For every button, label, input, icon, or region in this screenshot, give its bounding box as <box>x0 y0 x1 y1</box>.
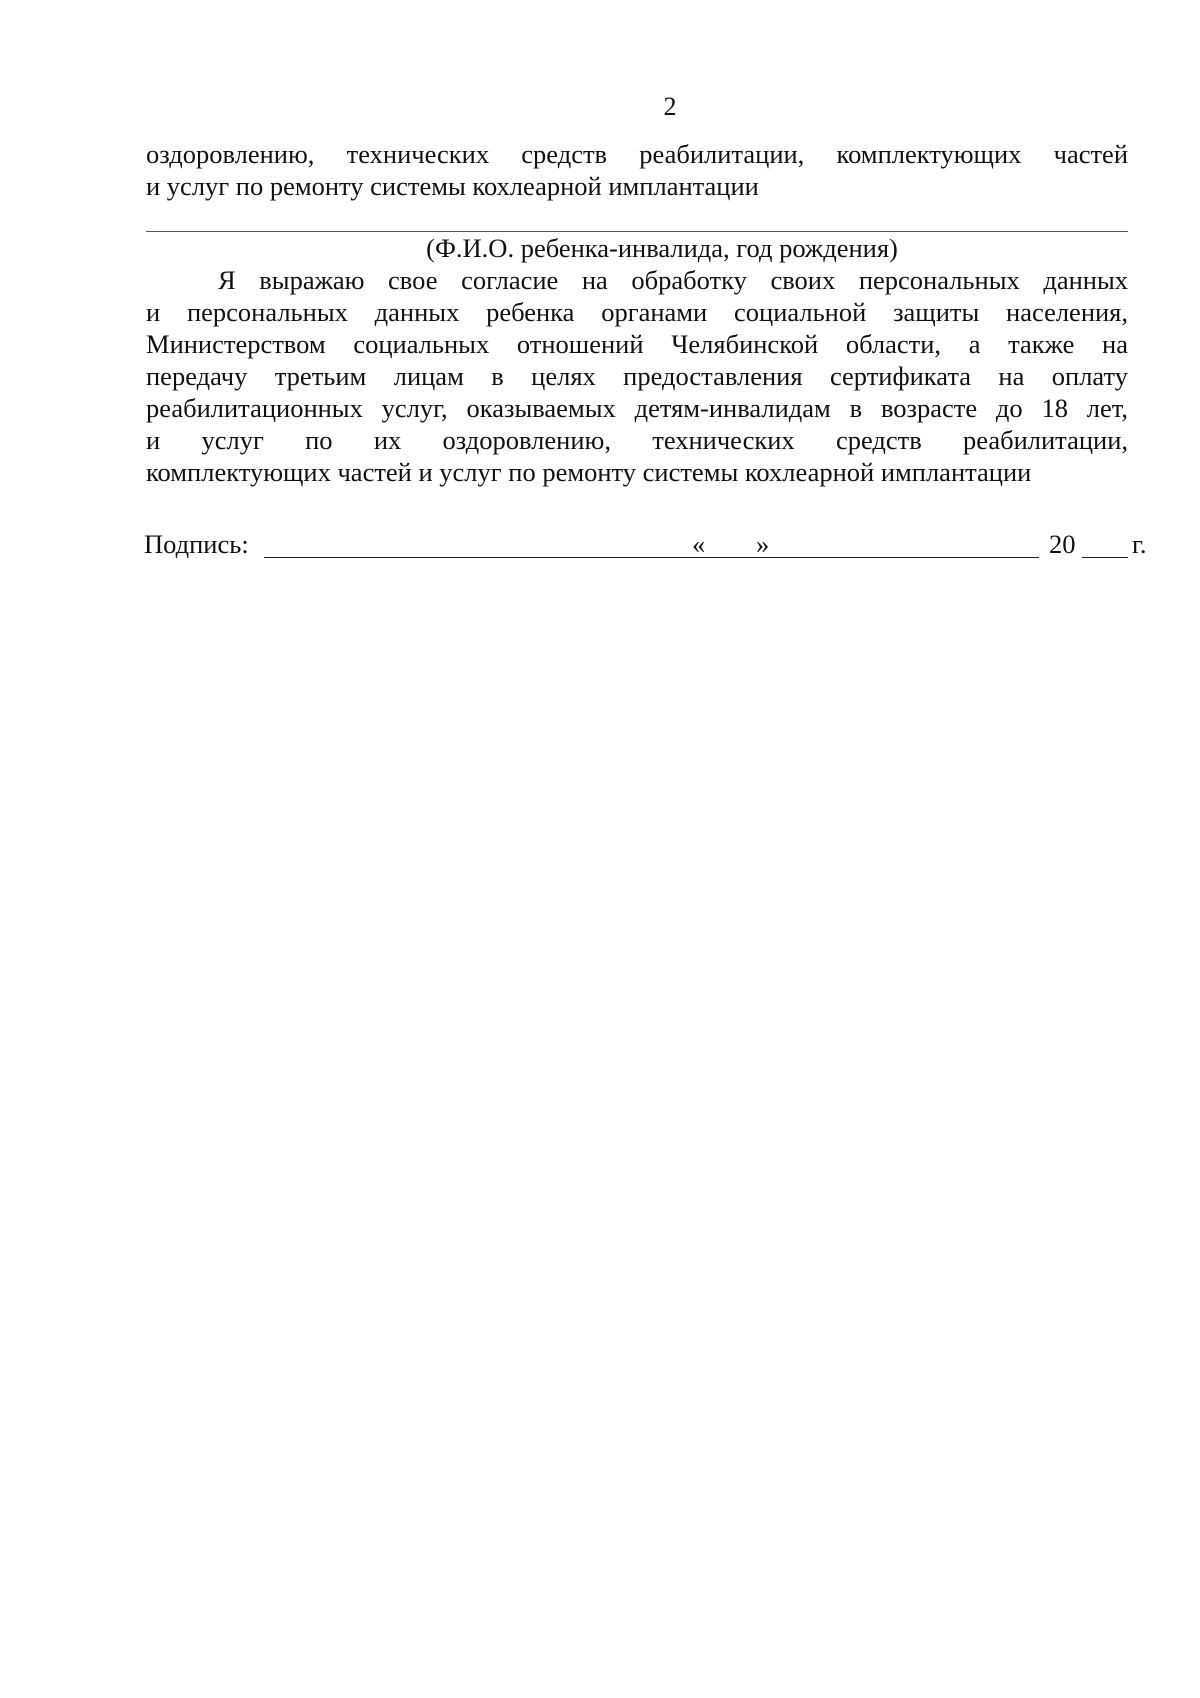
day-blank[interactable] <box>709 557 754 558</box>
year-blank[interactable] <box>1082 557 1128 558</box>
year-suffix: г. <box>1132 529 1147 559</box>
consent-line: Я выражаю свое согласие на обработку своих персональных данных <box>218 265 1128 295</box>
consent-paragraph <box>146 264 1128 488</box>
consent-line: и услуг по их оздоровлению, технических средств реабилитации, <box>146 425 1128 455</box>
year-prefix: 20 <box>1049 529 1076 559</box>
month-blank[interactable] <box>784 557 1039 558</box>
signature-label: Подпись: <box>144 529 249 559</box>
consent-line: Министерством социальных отношений Челябинской области, а также на <box>146 329 1128 359</box>
consent-line: и персональных данных ребенка органами социальной защиты населения, <box>146 297 1128 327</box>
consent-line: передачу третьим лицам в целях предоставления сертификата на оплату <box>146 361 1128 391</box>
continuation-paragraph <box>146 138 1128 202</box>
signature-row <box>144 528 1147 564</box>
page-number: 2 <box>663 92 677 121</box>
continuation-line: оздоровлению, технических средств реабилитации, комплектующих частей <box>146 139 1128 169</box>
continuation-line: и услуг по ремонту системы кохлеарной имплантации <box>146 171 759 201</box>
date-close-quote: » <box>756 529 770 559</box>
consent-line: комплектующих частей и услуг по ремонту системы кохлеарной имплантации <box>146 457 1032 487</box>
name-caption: (Ф.И.О. ребенка-инвалида, год рождения) <box>426 233 898 263</box>
consent-line: реабилитационных услуг, оказываемых детям-инвалидам в возрасте до 18 лет, <box>146 393 1128 423</box>
date-open-quote: « <box>692 529 706 559</box>
